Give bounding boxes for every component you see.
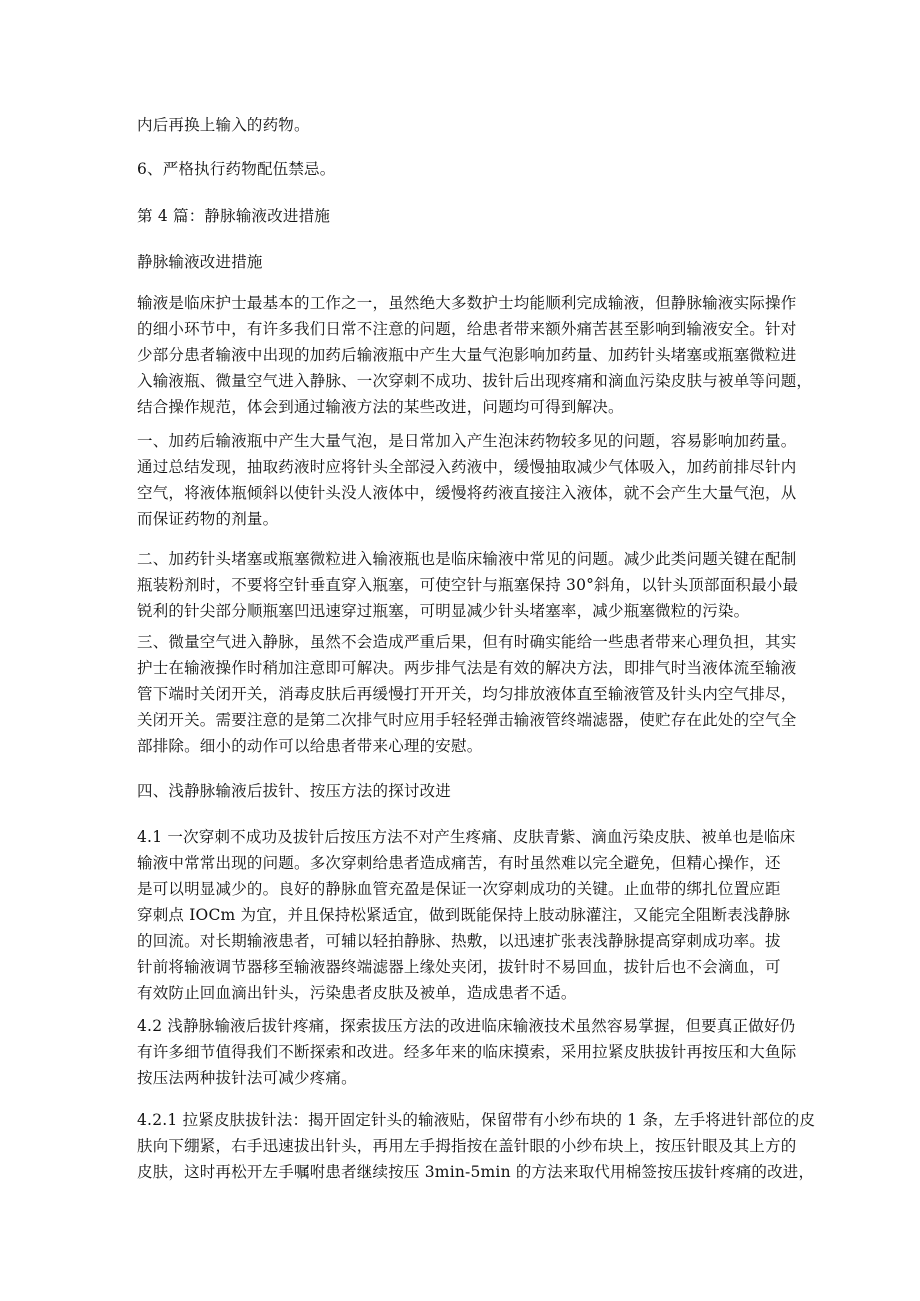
- text-line: 一、加药后输液瓶中产生大量气泡，是日常加入产生泡沫药物较多见的问题，容易影响加药量。: [137, 432, 797, 450]
- item-6: [137, 156, 797, 182]
- point-one-paragraph: [137, 428, 797, 532]
- intro-paragraph: [137, 290, 813, 420]
- text-line: 第 4 篇：静脉输液改进措施: [137, 207, 331, 225]
- text-line: 6、严格执行药物配伍禁忌。: [137, 160, 336, 178]
- text-line: 针前将输液调节器移至输液器终端滤器上缘处夹闭，拔针时不易回血，拔针后也不会滴血，可: [137, 958, 781, 976]
- text-line: 静脉输液改进措施: [137, 253, 263, 271]
- text-line: 三、微量空气进入静脉，虽然不会造成严重后果，但有时确实能给一些患者带来心理负担，其实: [137, 633, 797, 651]
- paragraph-continuation: [137, 112, 797, 138]
- text-line: 少部分患者输液中出现的加药后输液瓶中产生大量气泡影响加药量、加药针头堵塞或瓶塞微粒进: [137, 346, 797, 364]
- point-two-paragraph: [137, 546, 797, 624]
- subsection-4-2: [137, 1013, 797, 1091]
- point-four-heading: [137, 778, 797, 804]
- text-line: 穿刺点 IOCm 为宜，并且保持松紧适宜，做到既能保持上肢动脉灌注，又能完全阻断表浅静脉: [137, 906, 791, 924]
- text-line: 按压法两种拔针法可减少疼痛。: [137, 1069, 357, 1087]
- text-line: 空气，将液体瓶倾斜以使针头没人液体中，缓慢将药液直接注入液体，就不会产生大量气泡，从: [137, 484, 797, 502]
- text-line: 4.2 浅静脉输液后拔针疼痛，探索拔压方法的改进临床输液技术虽然容易掌握，但要真正做好仍: [137, 1017, 796, 1035]
- text-line: 输液中常常出现的问题。多次穿刺给患者造成痛苦，有时虽然难以完全避免，但精心操作，还: [137, 854, 781, 872]
- text-line: 护士在输液操作时稍加注意即可解决。两步排气法是有效的解决方法，即排气时当液体流至输液: [137, 659, 797, 677]
- text-line: 部排除。细小的动作可以给患者带来心理的安慰。: [137, 737, 483, 755]
- text-line: 关闭开关。需要注意的是第二次排气时应用手轻轻弹击输液管终端滤器，使贮存在此处的空气全: [137, 711, 797, 729]
- text-line: 四、浅静脉输液后拔针、按压方法的探讨改进: [137, 782, 452, 800]
- text-line: 的回流。对长期输液患者，可辅以轻拍静脉、热敷，以迅速扩张表浅静脉提高穿刺成功率。拔: [137, 932, 781, 950]
- text-line: 有许多细节值得我们不断探索和改进。经多年来的临床摸索，采用拉紧皮肤拔针再按压和大鱼际: [137, 1043, 797, 1061]
- text-line: 4.1 一次穿刺不成功及拔针后按压方法不对产生疼痛、皮肤青紫、滴血污染皮肤、被单也是临床: [137, 828, 796, 846]
- text-line: 入输液瓶、微量空气进入静脉、一次穿刺不成功、拔针后出现疼痛和滴血污染皮肤与被单等问题，: [137, 372, 813, 390]
- text-line: 4.2.1 拉紧皮肤拔针法：揭开固定针头的输液贴，保留带有小纱布块的 1 条，左手将进针部位的皮: [137, 1111, 816, 1129]
- text-line: 锐利的针尖部分顺瓶塞凹迅速穿过瓶塞，可明显减少针头堵塞率，减少瓶塞微粒的污染。: [137, 602, 750, 620]
- text-line: 而保证药物的剂量。: [137, 510, 279, 528]
- subsection-4-1: [137, 824, 797, 1006]
- text-line: 管下端时关闭开关，消毒皮肤后再缓慢打开开关，均匀排放液体直至输液管及针头内空气排尽，: [137, 685, 797, 703]
- text-line: 有效防止回血滴出针头，污染患者皮肤及被单，造成患者不适。: [137, 984, 577, 1002]
- text-line: 肤向下绷紧，右手迅速拔出针头，再用左手拇指按在盖针眼的小纱布块上，按压针眼及其上方的: [137, 1137, 797, 1155]
- text-line: 通过总结发现，抽取药液时应将针头全部浸入药液中，缓慢抽取减少气体吸入，加药前排尽针内: [137, 458, 797, 476]
- text-line: 结合操作规范，体会到通过输液方法的某些改进，问题均可得到解决。: [137, 398, 624, 416]
- text-line: 皮肤，这时再松开左手嘱咐患者继续按压 3min-5min 的方法来取代用棉签按压拔针疼痛的改进，: [137, 1163, 815, 1181]
- subsection-4-2-1: [137, 1107, 816, 1185]
- point-three-paragraph: [137, 629, 797, 759]
- text-line: 内后再换上输入的药物。: [137, 116, 310, 134]
- text-line: 二、加药针头堵塞或瓶塞微粒进入输液瓶也是临床输液中常见的问题。减少此类问题关键在配制: [137, 550, 797, 568]
- text-line: 是可以明显减少的。良好的静脉血管充盈是保证一次穿刺成功的关键。止血带的绑扎位置应距: [137, 880, 781, 898]
- text-line: 瓶装粉剂时，不要将空针垂直穿入瓶塞，可使空针与瓶塞保持 30°斜角，以针头顶部面积最小最: [137, 576, 799, 594]
- text-line: 的细小环节中，有许多我们日常不注意的问题，给患者带来额外痛苦甚至影响到输液安全。针对: [137, 320, 797, 338]
- text-line: 输液是临床护士最基本的工作之一，虽然绝大多数护士均能顺利完成输液，但静脉输液实际操作: [137, 294, 797, 312]
- section-title: [137, 249, 797, 275]
- section-heading: [137, 203, 797, 229]
